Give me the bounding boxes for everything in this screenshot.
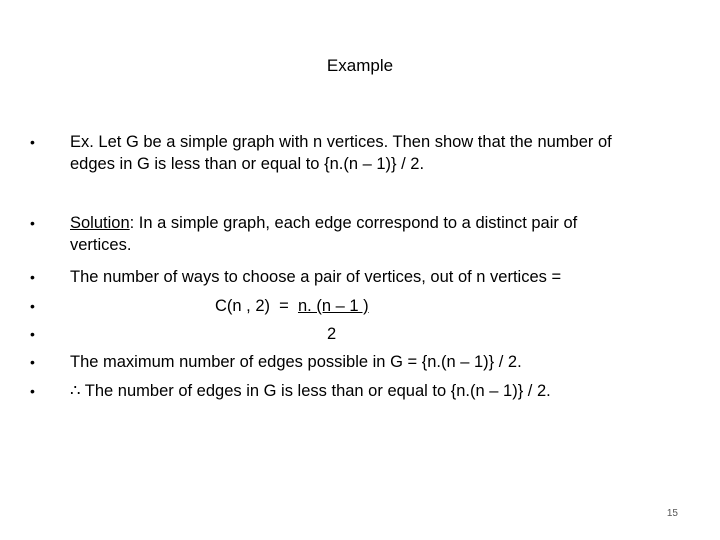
- maximum-bullet: [0, 351, 720, 373]
- ways-bullet: [0, 266, 720, 288]
- bullet-dot: •: [30, 383, 35, 399]
- ways-text: The number of ways to choose a pair of vertices, out of n vertices =: [70, 268, 562, 286]
- bullet-dot: •: [30, 298, 35, 314]
- maximum-text: The maximum number of edges possible in G = {n.(n – 1)} / 2.: [70, 353, 522, 371]
- slide-title: Example: [326, 56, 394, 75]
- solution-bullet: [0, 212, 720, 256]
- combination-line: [215, 295, 369, 317]
- bullet-dot: •: [30, 326, 35, 342]
- solution-label: Solution: [70, 214, 130, 232]
- denominator-bullet: [0, 323, 720, 345]
- page-number: 15: [666, 508, 678, 519]
- combination-denominator: 2: [327, 325, 337, 343]
- example-bullet: [0, 131, 720, 175]
- combination-numerator: n. (n – 1 ): [297, 297, 369, 315]
- bullet-dot: •: [30, 354, 35, 370]
- conclusion-bullet: [0, 380, 720, 402]
- solution-line-1: [70, 212, 577, 234]
- therefore-symbol: ∴: [70, 382, 81, 400]
- bullet-dot: •: [30, 134, 35, 150]
- combination-left: C(n , 2) =: [215, 297, 298, 315]
- bullet-dot: •: [30, 269, 35, 285]
- solution-text: : In a simple graph, each edge correspond to a distinct pair of: [129, 214, 578, 232]
- example-line-2: edges in G is less than or equal to {n.(n – 1)} / 2.: [70, 155, 425, 173]
- conclusion-line: [70, 380, 551, 402]
- conclusion-text: The number of edges in G is less than or equal to {n.(n – 1)} / 2.: [80, 382, 551, 400]
- example-line-1: Ex. Let G be a simple graph with n vertices. Then show that the number of: [70, 133, 612, 151]
- solution-line-2: vertices.: [70, 236, 132, 254]
- combination-bullet: [0, 295, 720, 317]
- bullet-dot: •: [30, 215, 35, 231]
